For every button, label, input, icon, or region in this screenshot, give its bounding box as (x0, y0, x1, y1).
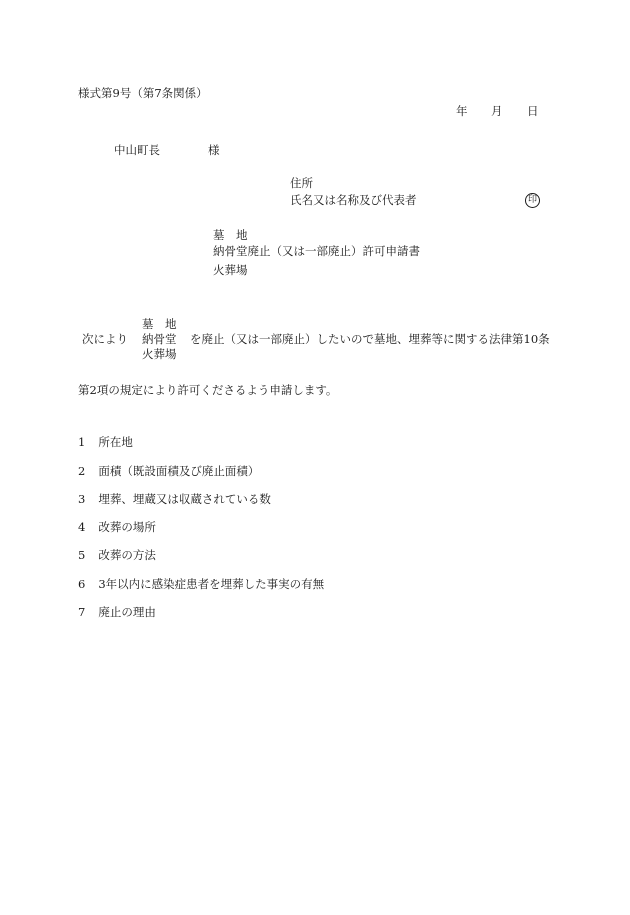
addressee-honorific: 様 (208, 143, 220, 157)
date-year: 年 (456, 104, 468, 118)
list-item (78, 466, 259, 478)
body-main-text: を廃止（又は一部廃止）したいので墓地、埋葬等に関する法律第10条 (190, 332, 550, 346)
item-number: 4 (78, 520, 86, 534)
item-label: 3年以内に感染症患者を埋葬した事実の有無 (98, 577, 325, 591)
item-label: 埋葬、埋蔵又は収蔵されている数 (98, 492, 271, 506)
applicant-address-label: 住所 (290, 176, 313, 190)
list-item (78, 607, 156, 619)
item-number: 7 (78, 605, 86, 619)
list-item (78, 579, 324, 591)
list-item (78, 494, 271, 506)
title-line-2: 納骨堂廃止（又は一部廃止）許可申請書 (213, 244, 420, 258)
list-item (78, 437, 133, 449)
item-number: 2 (78, 464, 86, 478)
addressee-name: 中山町長 (114, 143, 160, 157)
item-label: 所在地 (98, 435, 133, 449)
item-label: 改葬の場所 (98, 520, 156, 534)
item-label: 廃止の理由 (98, 605, 156, 619)
title-line-3: 火葬場 (213, 263, 248, 277)
body-continuation: 第2項の規定により許可くださるよう申請します。 (78, 383, 338, 397)
item-number: 1 (78, 435, 86, 449)
date-day: 日 (527, 104, 539, 118)
item-label: 改葬の方法 (98, 548, 156, 562)
item-number: 6 (78, 577, 86, 591)
list-item (78, 522, 156, 534)
date-month: 月 (491, 104, 503, 118)
list-item (78, 550, 156, 562)
item-number: 3 (78, 492, 86, 506)
form-label: 様式第9号（第7条関係） (78, 86, 208, 100)
body-stack-1: 墓 地 (142, 317, 177, 331)
item-label: 面積（既設面積及び廃止面積） (98, 464, 260, 478)
seal-mark: 印 (525, 193, 540, 208)
body-stack-2: 納骨堂 (142, 332, 177, 346)
title-line-1: 墓 地 (213, 228, 248, 242)
applicant-name-label: 氏名又は名称及び代表者 (290, 193, 417, 207)
item-number: 5 (78, 548, 86, 562)
body-lead: 次により (82, 332, 128, 346)
body-stack-3: 火葬場 (142, 347, 177, 361)
